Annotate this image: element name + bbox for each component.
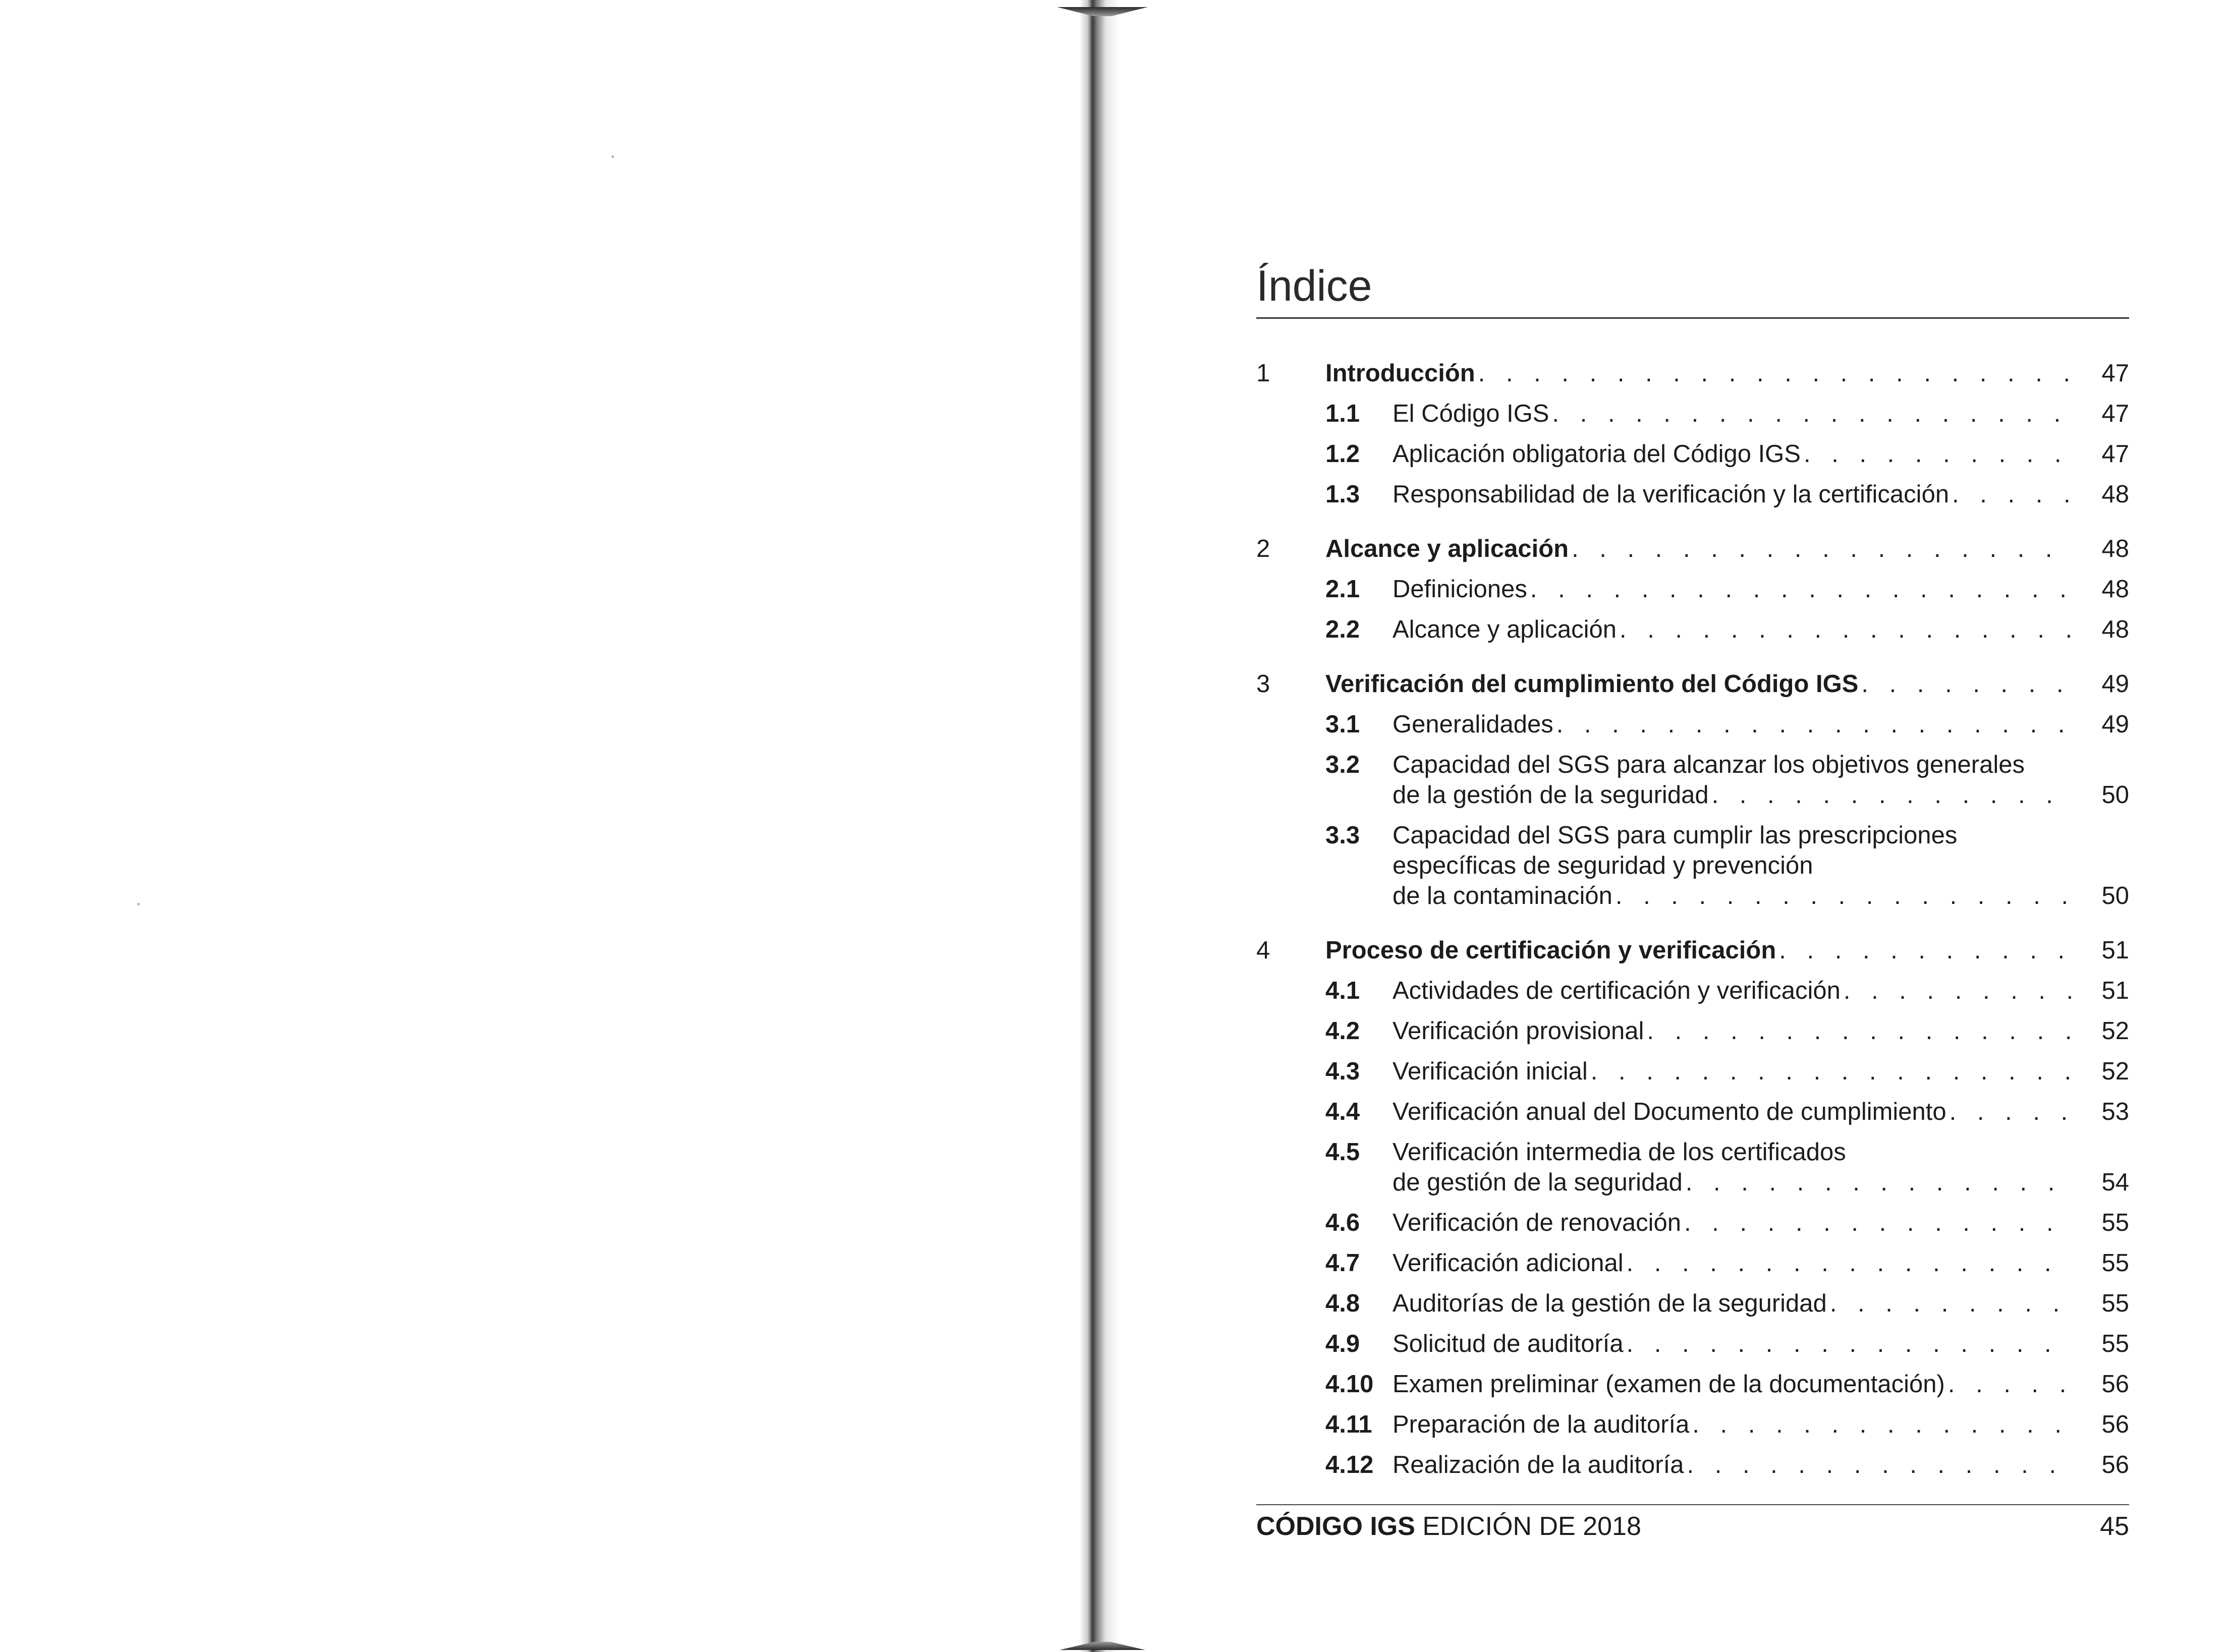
subsection-number: 4.12 — [1325, 1451, 1374, 1478]
toc-subsection-row — [1256, 750, 2129, 810]
toc-subsection-row — [1256, 1369, 2129, 1399]
subsection-title-line — [1392, 1248, 2074, 1278]
footer-rule — [1256, 1504, 2129, 1505]
toc-subsection-row — [1256, 976, 2129, 1006]
subsection-title-line — [1392, 976, 2074, 1006]
subsection-title-column — [1392, 1056, 2074, 1087]
dot-leader — [1712, 780, 2074, 810]
subsection-title-line — [1392, 780, 2074, 810]
subsection-title: Preparación de la auditoría — [1392, 1410, 1690, 1438]
section-title: Proceso de certificación y verificación — [1325, 936, 1776, 964]
section-title-line — [1325, 534, 2074, 564]
section-title: Verificación del cumplimiento del Código IGS — [1325, 670, 1859, 698]
dot-leader — [1556, 709, 2074, 739]
toc-subsection-row — [1256, 398, 2129, 429]
subsection-page-number: 48 — [2101, 480, 2129, 508]
subsection-title-line — [1392, 709, 2074, 739]
section-number: 3 — [1256, 670, 1270, 698]
subsection-number: 2.2 — [1325, 615, 1360, 643]
subsection-title-column — [1392, 1248, 2074, 1278]
table-of-contents — [1256, 358, 2129, 1480]
subsection-title-continued: Capacidad del SGS para cumplir las prescripciones — [1392, 821, 1958, 849]
subsection-title-column — [1392, 709, 2074, 739]
subsection-page-number: 55 — [2101, 1289, 2129, 1317]
footer-edition: EDICIÓN DE 2018 — [1422, 1511, 1641, 1541]
subsection-number: 3.1 — [1325, 710, 1360, 738]
subsection-title-column — [1392, 1409, 2074, 1440]
subsection-page-number: 48 — [2101, 615, 2129, 643]
toc-subsection-row — [1256, 479, 2129, 509]
subsection-page-number: 56 — [2101, 1451, 2129, 1478]
dot-leader — [1530, 574, 2074, 604]
subsection-title: Responsabilidad de la verificación y la certificación — [1392, 480, 1949, 508]
section-page-number: 49 — [2101, 670, 2129, 698]
dot-leader — [1647, 1016, 2074, 1046]
subsection-title-line — [1392, 1167, 2074, 1198]
subsection-title: Actividades de certificación y verificación — [1392, 977, 1841, 1004]
subsection-number: 4.9 — [1325, 1330, 1360, 1357]
dot-leader — [1616, 881, 2074, 911]
subsection-number: 4.4 — [1325, 1098, 1360, 1125]
section-title-line — [1325, 358, 2074, 388]
footer-page-number: 45 — [2100, 1511, 2129, 1541]
subsection-title-column — [1392, 1137, 2074, 1198]
subsection-title: Generalidades — [1392, 710, 1553, 738]
subsection-title-continued: Verificación intermedia de los certificados — [1392, 1138, 1846, 1166]
subsection-page-number: 49 — [2101, 710, 2129, 738]
section-title-line — [1325, 669, 2074, 699]
section-number: 1 — [1256, 359, 1270, 387]
book-gutter — [1080, 0, 1120, 1652]
dot-leader — [1552, 398, 2074, 429]
section-title-column — [1325, 935, 2074, 965]
subsection-title-column — [1392, 398, 2074, 429]
subsection-title-column — [1392, 1450, 2074, 1480]
subsection-title-line — [1392, 614, 2074, 645]
subsection-page-number: 47 — [2101, 440, 2129, 468]
toc-section — [1256, 358, 2129, 509]
section-number: 4 — [1256, 936, 1270, 964]
toc-subsection-row — [1256, 1097, 2129, 1127]
subsection-page-number: 56 — [2101, 1410, 2129, 1438]
toc-section-row — [1256, 534, 2129, 564]
subsection-title-line — [1392, 574, 2074, 604]
subsection-title-line — [1392, 1329, 2074, 1359]
subsection-title-column — [1392, 1208, 2074, 1238]
left-blank-page — [0, 0, 1080, 1652]
dot-leader — [1804, 439, 2074, 469]
section-title-column — [1325, 534, 2074, 564]
dot-leader — [1861, 669, 2074, 699]
subsection-number: 4.2 — [1325, 1017, 1360, 1045]
toc-subsection-row — [1256, 574, 2129, 604]
subsection-page-number: 52 — [2101, 1017, 2129, 1045]
subsection-number: 1.2 — [1325, 440, 1360, 468]
subsection-page-number: 56 — [2101, 1370, 2129, 1398]
dot-leader — [1948, 1369, 2074, 1399]
subsection-page-number: 48 — [2101, 575, 2129, 603]
toc-subsection-row — [1256, 1450, 2129, 1480]
toc-subsection-row — [1256, 439, 2129, 469]
subsection-page-number: 52 — [2101, 1057, 2129, 1085]
subsection-title-column — [1392, 750, 2074, 810]
page-title: Índice — [1256, 262, 1372, 310]
subsection-number: 3.3 — [1325, 821, 1360, 849]
subsection-number: 4.11 — [1325, 1410, 1372, 1438]
toc-section — [1256, 935, 2129, 1480]
toc-subsection-row — [1256, 1248, 2129, 1278]
section-title-column — [1325, 669, 2074, 699]
scan-speck — [137, 903, 140, 905]
toc-subsection-row — [1256, 1137, 2129, 1198]
subsection-title-column — [1392, 1369, 2074, 1399]
toc-subsection-row — [1256, 709, 2129, 739]
subsection-title: Verificación de renovación — [1392, 1209, 1682, 1236]
subsection-title-column — [1392, 1288, 2074, 1319]
toc-section — [1256, 669, 2129, 911]
subsection-title: Solicitud de auditoría — [1392, 1330, 1624, 1357]
subsection-page-number: 54 — [2101, 1168, 2129, 1196]
dot-leader — [1684, 1208, 2074, 1238]
subsection-title: Aplicación obligatoria del Código IGS — [1392, 440, 1801, 468]
toc-section — [1256, 534, 2129, 645]
section-page-number: 48 — [2101, 535, 2129, 562]
dot-leader — [1779, 935, 2074, 965]
subsection-title-continued: específicas de seguridad y prevención — [1392, 851, 1813, 879]
subsection-title: de la gestión de la seguridad — [1392, 781, 1709, 809]
subsection-number: 4.6 — [1325, 1209, 1360, 1236]
subsection-title: Auditorías de la gestión de la seguridad — [1392, 1289, 1827, 1317]
toc-subsection-row — [1256, 614, 2129, 645]
subsection-number: 4.8 — [1325, 1289, 1360, 1317]
subsection-number: 4.3 — [1325, 1057, 1360, 1085]
toc-section-row — [1256, 358, 2129, 388]
subsection-title-column — [1392, 1329, 2074, 1359]
toc-subsection-row — [1256, 1409, 2129, 1440]
dot-leader — [1620, 614, 2074, 645]
subsection-number: 4.7 — [1325, 1249, 1360, 1277]
toc-subsection-row — [1256, 1329, 2129, 1359]
subsection-number: 4.5 — [1325, 1138, 1360, 1166]
dot-leader — [1949, 1097, 2074, 1127]
subsection-page-number: 55 — [2101, 1249, 2129, 1277]
toc-subsection-row — [1256, 1208, 2129, 1238]
section-title: Alcance y aplicación — [1325, 535, 1569, 562]
footer-title — [1256, 1511, 1641, 1542]
footer-code: CÓDIGO IGS — [1256, 1511, 1415, 1541]
title-rule — [1256, 317, 2129, 319]
subsection-title: Verificación anual del Documento de cumplimiento — [1392, 1098, 1946, 1125]
toc-subsection-row — [1256, 1056, 2129, 1087]
subsection-title-column — [1392, 1016, 2074, 1046]
subsection-title-line — [1392, 1450, 2074, 1480]
toc-subsection-row — [1256, 1016, 2129, 1046]
dot-leader — [1686, 1167, 2074, 1198]
dot-leader — [1572, 534, 2074, 564]
dot-leader — [1591, 1056, 2074, 1087]
subsection-title-column — [1392, 820, 2074, 911]
subsection-page-number: 51 — [2101, 977, 2129, 1004]
subsection-page-number: 55 — [2101, 1209, 2129, 1236]
subsection-title-line — [1392, 479, 2074, 509]
toc-page — [1256, 262, 2129, 1542]
subsection-title: de gestión de la seguridad — [1392, 1168, 1683, 1196]
dot-leader — [1627, 1329, 2074, 1359]
subsection-number: 1.3 — [1325, 480, 1360, 508]
section-title: Introducción — [1325, 359, 1475, 387]
subsection-title-line — [1392, 1288, 2074, 1319]
subsection-title-column — [1392, 976, 2074, 1006]
subsection-page-number: 47 — [2101, 400, 2129, 427]
subsection-title-column — [1392, 1097, 2074, 1127]
subsection-title-line — [1392, 1097, 2074, 1127]
subsection-title: Examen preliminar (examen de la documentación) — [1392, 1370, 1945, 1398]
dot-leader — [1844, 976, 2074, 1006]
subsection-number: 1.1 — [1325, 400, 1360, 427]
subsection-title-continued: Capacidad del SGS para alcanzar los objetivos generales — [1392, 751, 2025, 778]
section-page-number: 47 — [2101, 359, 2129, 387]
subsection-title-column — [1392, 439, 2074, 469]
subsection-page-number: 50 — [2101, 781, 2129, 809]
toc-subsection-row — [1256, 820, 2129, 911]
subsection-title-line — [1392, 439, 2074, 469]
subsection-title-line — [1392, 1056, 2074, 1087]
dot-leader — [1627, 1248, 2074, 1278]
subsection-page-number: 50 — [2101, 882, 2129, 909]
toc-section-row — [1256, 669, 2129, 699]
subsection-page-number: 53 — [2101, 1098, 2129, 1125]
dot-leader — [1692, 1409, 2074, 1440]
subsection-title-line — [1392, 398, 2074, 429]
subsection-title: Alcance y aplicación — [1392, 615, 1617, 643]
subsection-number: 3.2 — [1325, 751, 1360, 778]
subsection-title: Verificación adicional — [1392, 1249, 1624, 1277]
subsection-number: 2.1 — [1325, 575, 1360, 603]
section-number: 2 — [1256, 535, 1270, 562]
dot-leader — [1952, 479, 2074, 509]
subsection-title: Verificación provisional — [1392, 1017, 1644, 1045]
subsection-title-column — [1392, 614, 2074, 645]
section-title-column — [1325, 358, 2074, 388]
subsection-title: Realización de la auditoría — [1392, 1451, 1684, 1478]
subsection-title: Verificación inicial — [1392, 1057, 1588, 1085]
toc-section-row — [1256, 935, 2129, 965]
subsection-title: El Código IGS — [1392, 400, 1549, 427]
dot-leader — [1478, 358, 2074, 388]
scan-speck — [611, 155, 614, 158]
subsection-title-line — [1392, 1208, 2074, 1238]
subsection-title: de la contaminación — [1392, 882, 1612, 909]
subsection-title-column — [1392, 479, 2074, 509]
subsection-title: Definiciones — [1392, 575, 1527, 603]
subsection-title-line — [1392, 1369, 2074, 1399]
section-title-line — [1325, 935, 2074, 965]
subsection-title-line — [1392, 1016, 2074, 1046]
dot-leader — [1687, 1450, 2074, 1480]
section-page-number: 51 — [2101, 936, 2129, 964]
subsection-number: 4.1 — [1325, 977, 1360, 1004]
subsection-page-number: 55 — [2101, 1330, 2129, 1357]
subsection-title-line — [1392, 881, 2074, 911]
subsection-title-column — [1392, 574, 2074, 604]
page-footer — [1256, 1511, 2129, 1542]
dot-leader — [1830, 1288, 2074, 1319]
toc-subsection-row — [1256, 1288, 2129, 1319]
subsection-number: 4.10 — [1325, 1370, 1374, 1398]
subsection-title-line — [1392, 1409, 2074, 1440]
